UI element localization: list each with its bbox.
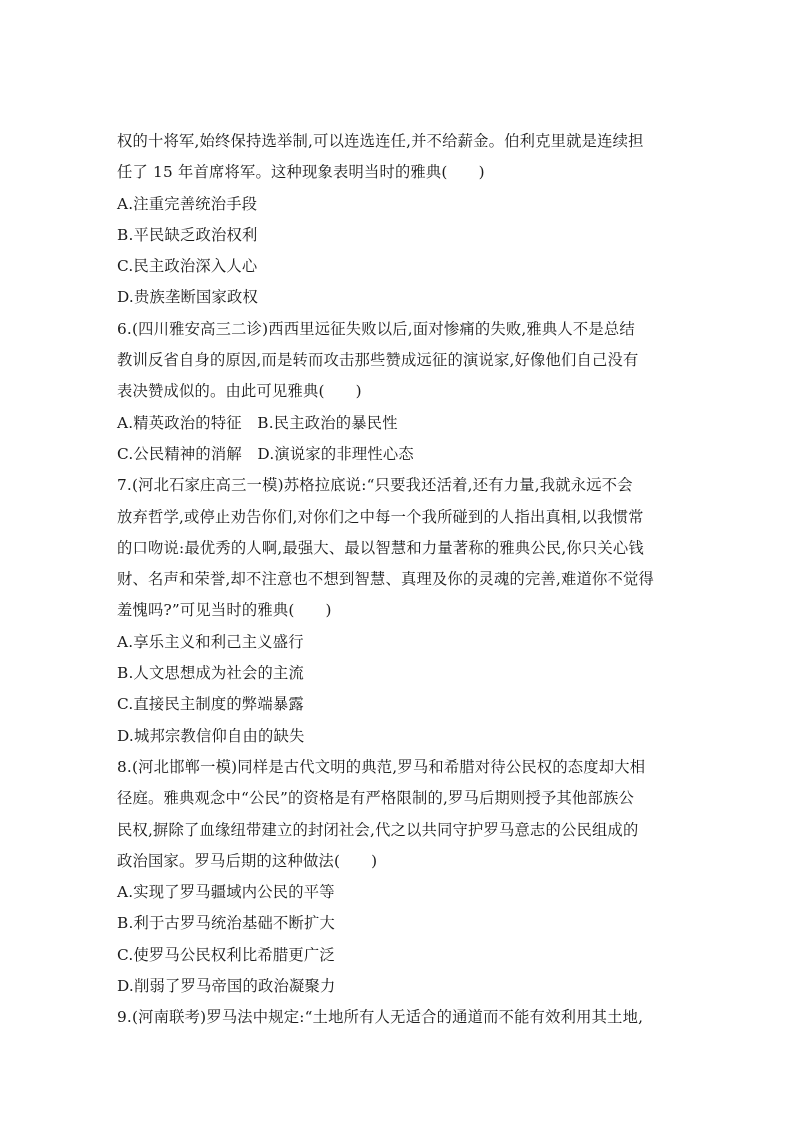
option-line-q6-ab: A.精英政治的特征 B.民主政治的暴民性 [117, 413, 398, 432]
option-line-q7-b: B.人文思想成为社会的主流 [117, 664, 304, 683]
question-7-line-3: 的口吻说:最优秀的人啊,最强大、最以智慧和力量著称的雅典公民,你只关心钱 [117, 538, 644, 557]
document-page [117, 126, 687, 1034]
question-6-line-3: 表决赞成似的。由此可见雅典( ) [117, 382, 362, 401]
option-line-q7-c: C.直接民主制度的弊端暴露 [117, 695, 304, 714]
question-8-line-2: 径庭。雅典观念中“公民”的资格是有严格限制的,罗马后期则授予其他部族公 [117, 789, 635, 808]
option-line-q6-cd: C.公民精神的消解 D.演说家的非理性心态 [117, 444, 414, 463]
question-8-line-4: 政治国家。罗马后期的这种做法( ) [117, 851, 378, 870]
option-line-q5-a: A.注重完善统治手段 [117, 194, 258, 213]
option-line-q5-b: B.平民缺乏政治权利 [117, 225, 258, 244]
question-8-line-1: 8.(河北邯郸一模)同样是古代文明的典范,罗马和希腊对待公民权的态度却大相 [117, 757, 646, 776]
question-7-line-1: 7.(河北石家庄高三一模)苏格拉底说:“只要我还活着,还有力量,我就永远不会 [117, 476, 633, 495]
text-line-1: 权的十将军,始终保持选举制,可以连选连任,并不给薪金。伯利克里就是连续担 [117, 132, 644, 150]
option-line-q8-c: C.使罗马公民权利比希腊更广泛 [117, 945, 335, 964]
option-line-q7-d: D.城邦宗教信仰自由的缺失 [117, 726, 305, 745]
question-6-line-1: 6.(四川雅安高三二诊)西西里远征失败以后,面对惨痛的失败,雅典人不是总结 [117, 319, 635, 338]
question-6-line-2: 教训反省自身的原因,而是转而攻击那些赞成远征的演说家,好像他们自己没有 [117, 351, 639, 370]
text-line-2: 任了 15 年首席将军。这种现象表明当时的雅典( ) [117, 163, 485, 182]
option-line-q5-c: C.民主政治深入人心 [117, 257, 258, 276]
option-line-q8-a: A.实现了罗马疆域内公民的平等 [117, 883, 335, 902]
option-line-q7-a: A.享乐主义和利己主义盛行 [117, 632, 304, 651]
question-7-line-5: 羞愧吗?”可见当时的雅典( ) [117, 601, 332, 620]
question-7-line-4: 财、名声和荣誉,却不注意也不想到智慧、真理及你的灵魂的完善,难道你不觉得 [117, 570, 655, 589]
question-9-line-1: 9.(河南联考)罗马法中规定:“土地所有人无适合的通道而不能有效利用其土地, [117, 1008, 644, 1027]
question-8-line-3: 民权,摒除了血缘纽带建立的封闭社会,代之以共同守护罗马意志的公民组成的 [117, 820, 639, 839]
option-line-q5-d: D.贵族垄断国家政权 [117, 288, 258, 307]
option-line-q8-d: D.削弱了罗马帝国的政治凝聚力 [117, 977, 336, 996]
question-7-line-2: 放弃哲学,或停止劝告你们,对你们之中每一个我所碰到的人指出真相,以我惯常 [117, 507, 644, 526]
option-line-q8-b: B.利于古罗马统治基础不断扩大 [117, 914, 335, 933]
